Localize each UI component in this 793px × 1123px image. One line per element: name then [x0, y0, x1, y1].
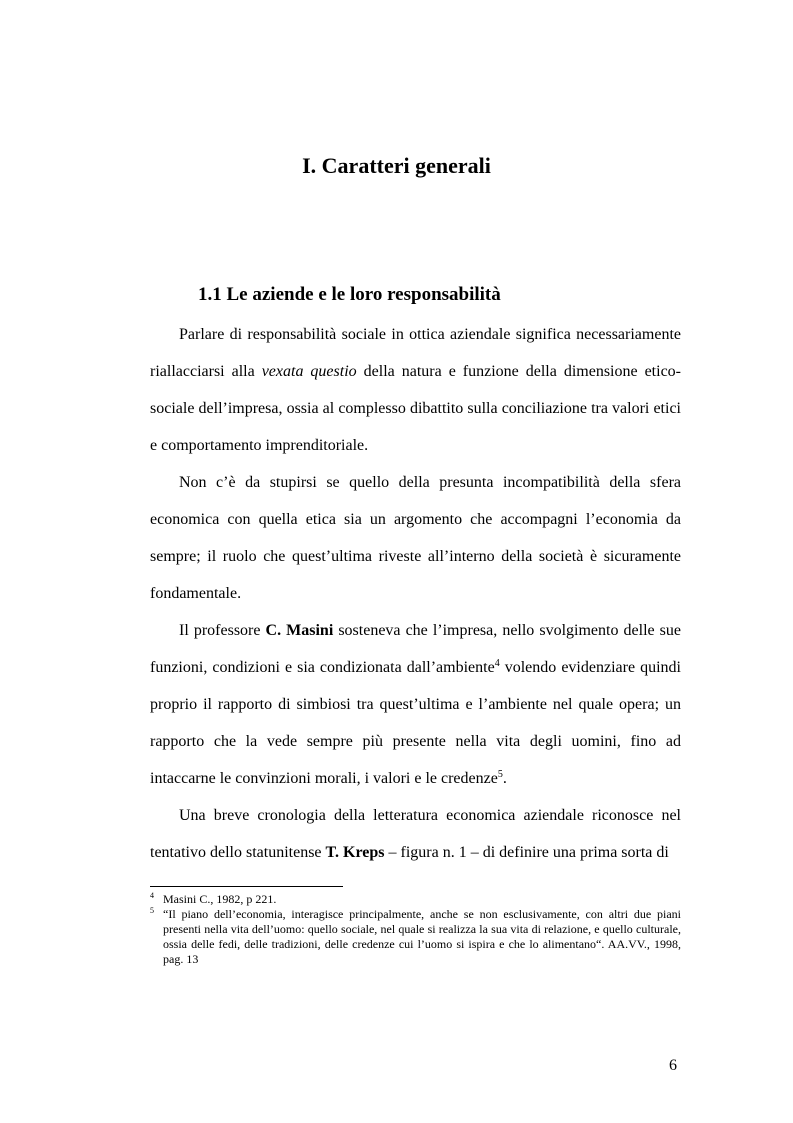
paragraph-3 [150, 612, 681, 797]
page-number: 6 [669, 1057, 677, 1074]
body-text [150, 316, 681, 871]
footnote-ref-4: 4 [494, 658, 500, 669]
paragraph-2-text: Non c’è da stupirsi se quello della presunta incompatibilità della sfera economica con quella etica sia un argomento che accompagni l’economia da sempre; il ruolo che quest’ultima riveste all’interno della società è sicuramente fondamentale. [150, 474, 681, 602]
paragraph-3-text-b: sosteneva che l’impresa, nello svolgimento delle sue funzioni, condizioni e sia condizionata dall’ambiente [150, 622, 681, 676]
footnotes [150, 892, 681, 967]
paragraph-3-bold-name: C. Masini [265, 622, 334, 639]
paragraph-4-text-b: – figura n. 1 – di definire una prima sorta di [384, 844, 669, 861]
paragraph-1-text-b: della natura e funzione della dimensione etico-sociale dell’impresa, ossia al complesso dibattito sulla conciliazione tra valori etici e comportamento imprenditoriale. [150, 363, 681, 454]
paragraph-4-bold-name: T. Kreps [325, 844, 385, 861]
paragraph-4-text-a: Una breve cronologia della letteratura economica aziendale riconosce nel tentativo dello statunitense [150, 807, 681, 861]
paragraph-3-text-a: Il professore [179, 622, 266, 639]
footnote-5-mark: 5 [150, 906, 154, 915]
paragraph-1-italic-term: vexata questio [261, 363, 357, 380]
footnote-5-text: “Il piano dell’economia, interagisce principalmente, anche se non esclusivamente, con altri due piani presenti nella vita dell’uomo: quello sociale, nel quale si realizza la sua vita di relazione, e quello culturale, ossia delle fedi, delle tradizioni, delle credenze cui l’uomo si ispira e che lo alimentano“. AA.VV., 1998, pag. 13 [163, 907, 681, 966]
footnote-separator [150, 886, 343, 887]
paragraph-1-text-a: Parlare di responsabilità sociale in ottica aziendale significa necessariamente riallacciarsi alla [150, 326, 681, 380]
section-title: 1.1 Le aziende e le loro responsabilità [198, 284, 501, 305]
footnote-ref-5: 5 [497, 769, 503, 780]
paragraph-1 [150, 316, 681, 464]
paragraph-3-text-d: . [502, 770, 507, 787]
chapter-title: I. Caratteri generali [302, 153, 491, 178]
footnote-5 [150, 907, 681, 967]
footnote-4-text: Masini C., 1982, p 221. [163, 892, 277, 906]
footnote-4-mark: 4 [150, 891, 154, 900]
paragraph-2 [150, 464, 681, 612]
paragraph-3-text-c: volendo evidenziare quindi proprio il rapporto di simbiosi tra quest’ultima e l’ambiente nel quale opera; un rapporto che la vede sempre più presente nella vita degli uomini, fino ad intaccarne le convinzioni morali, i valori e le credenze [150, 659, 681, 787]
footnote-4 [150, 892, 681, 907]
paragraph-4 [150, 797, 681, 871]
